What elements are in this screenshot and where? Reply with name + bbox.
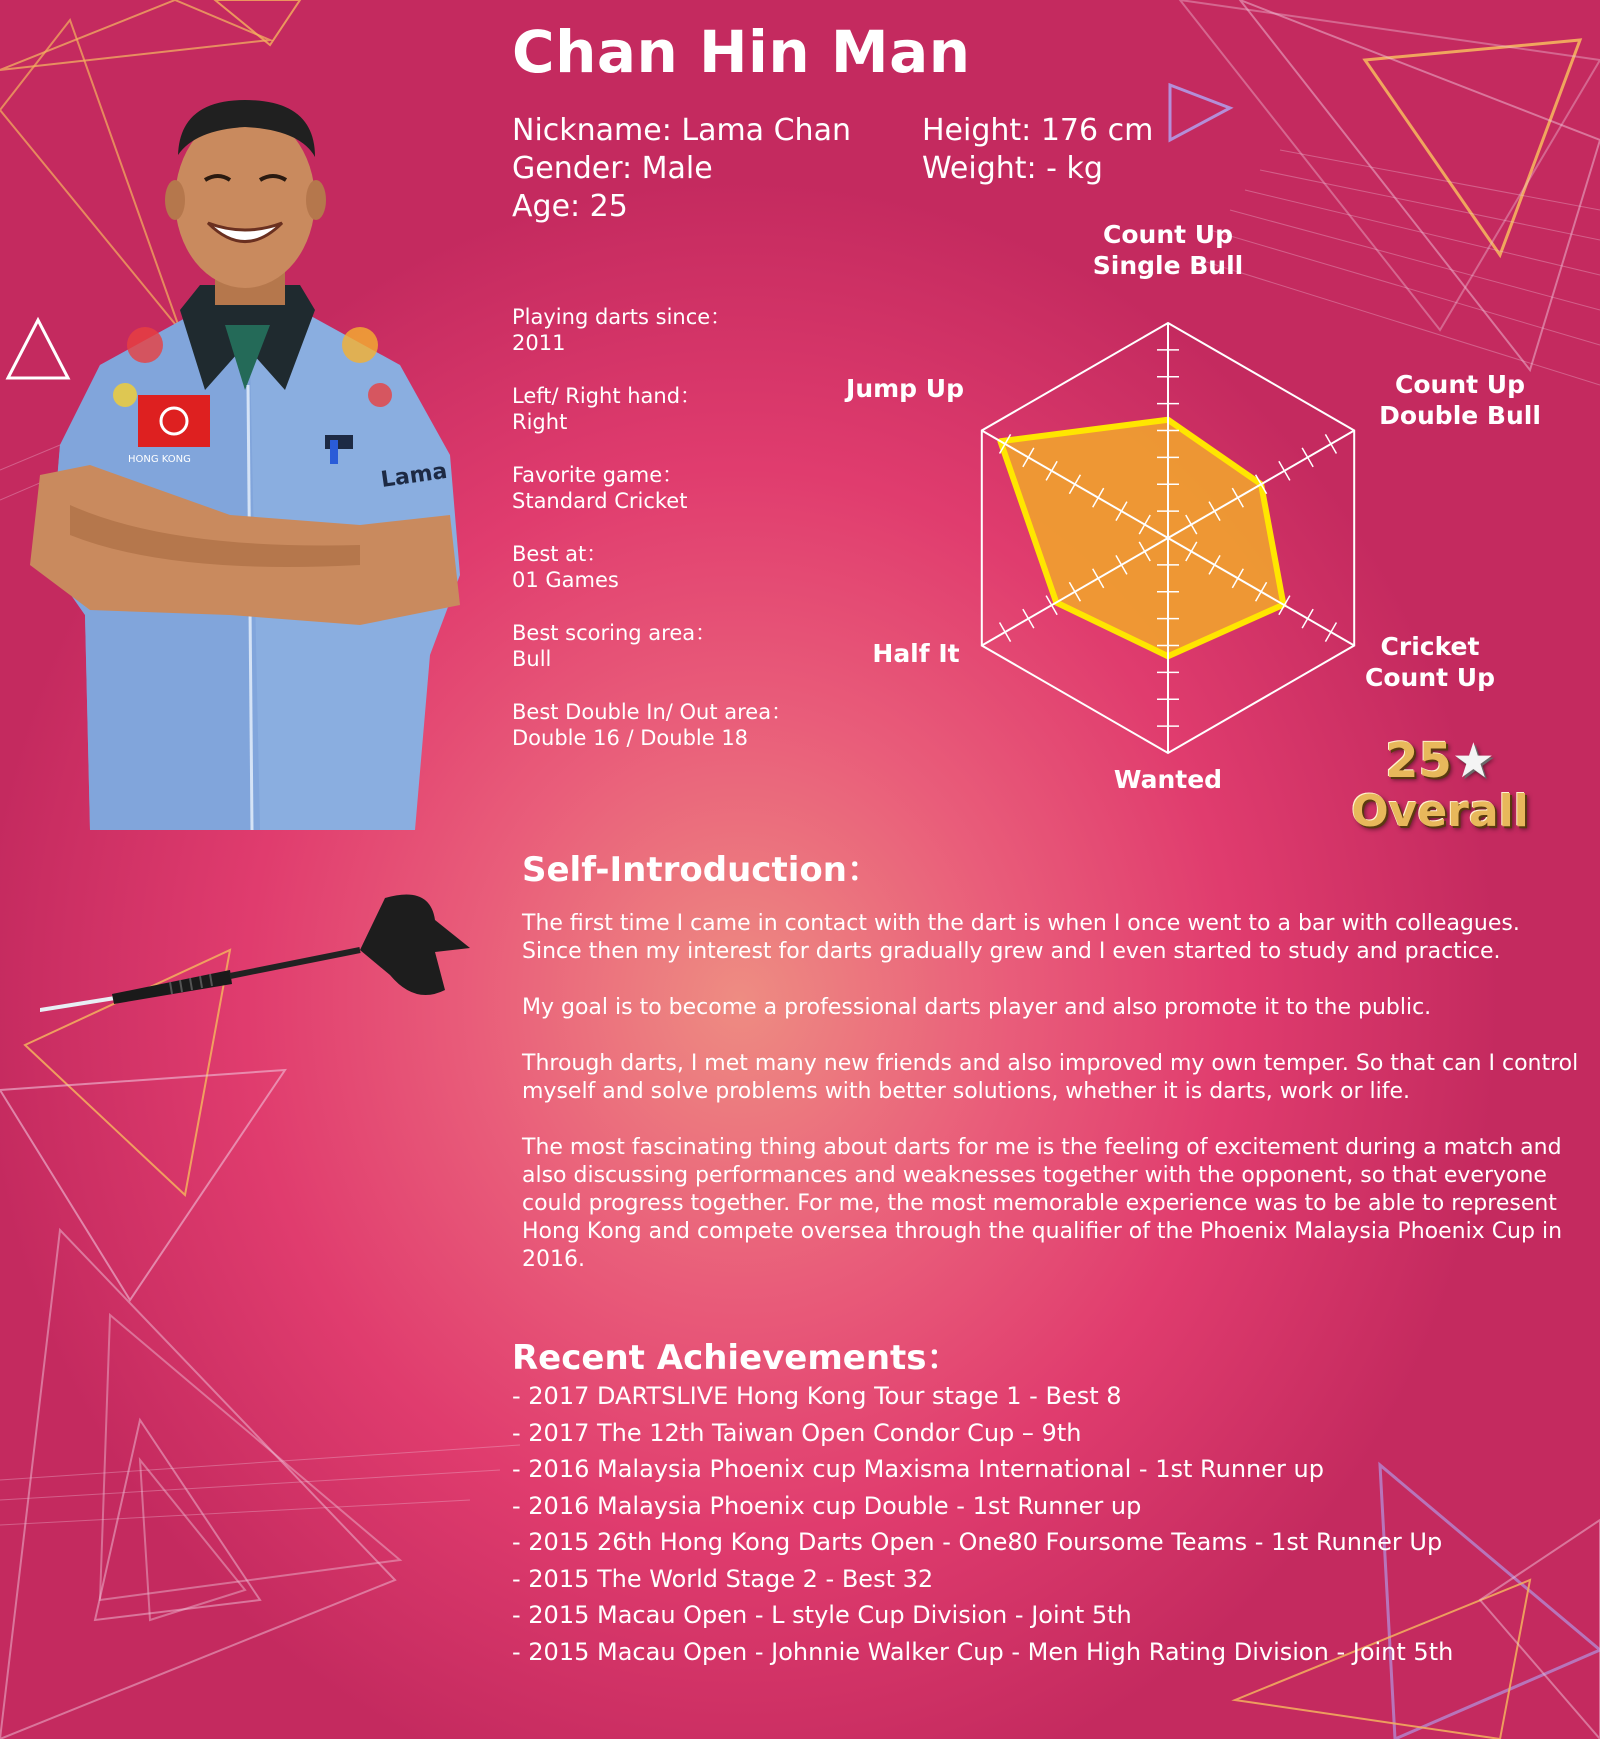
self-intro-paragraph: The most fascinating thing about darts for me is the feeling of excitement during a match and also discussing performances and weaknesses together with the opponent, so that everyone could progress together. For me, the most memorable experience was to be able to represent Hong Kong and compete oversea through the qualifier of the Phoenix Malaysia Phoenix Cup in 2016.	[522, 1135, 1563, 1272]
age: Age: 25	[512, 189, 628, 224]
radar-tick	[1302, 448, 1313, 467]
stat-label: Playing darts since：	[512, 305, 732, 329]
stat-value: 2011	[512, 331, 566, 355]
self-intro-paragraph: The first time I came in contact with the dart is when I once went to a bar with colleagues. Since then my interest for darts gradually grew and I even started to study and practice.	[522, 911, 1520, 964]
achievements-list	[512, 1378, 1453, 1670]
radar-tick	[1325, 623, 1336, 642]
stat-best-at	[512, 541, 842, 593]
overall-stars	[1350, 735, 1530, 787]
radar-tick	[1279, 461, 1290, 480]
player-photo	[30, 95, 490, 830]
gender: Gender: Male	[512, 151, 713, 186]
radar-axis-label: Jump Up	[846, 374, 964, 403]
radar-tick	[1325, 434, 1336, 453]
achievement-item: - 2015 Macau Open - Johnnie Walker Cup - Men High Rating Division - Joint 5th	[512, 1637, 1454, 1666]
basic-info-right	[922, 112, 1153, 188]
radar-tick	[1023, 609, 1034, 628]
self-intro-paragraph: My goal is to become a professional darts player and also promote it to the public.	[522, 995, 1432, 1020]
radar-axis-label: Count Up Single Bull	[1092, 220, 1244, 280]
radar-axis-label: Half It	[872, 639, 960, 668]
dart-barrel	[112, 970, 232, 1004]
shirt-print: Lama	[379, 458, 449, 493]
weight: Weight: - kg	[922, 151, 1103, 186]
achievement-item: - 2017 DARTSLIVE Hong Kong Tour stage 1 - Best 8	[512, 1382, 1122, 1410]
achievement-item: - 2015 26th Hong Kong Darts Open - One80 Foursome Teams - 1st Runner Up	[512, 1528, 1443, 1556]
stat-value: Right	[512, 410, 568, 434]
flag-text: HONG KONG	[128, 454, 191, 465]
radar-axis-label: Wanted	[1113, 765, 1223, 794]
radar-tick	[1302, 609, 1313, 628]
radar-tick	[1000, 623, 1011, 642]
achievement-item: - 2015 The World Stage 2 - Best 32	[512, 1564, 934, 1593]
radar-data-area	[1000, 420, 1283, 657]
stat-hand	[512, 383, 842, 435]
achievement-item: - 2016 Malaysia Phoenix cup Double - 1st Runner up	[512, 1491, 1142, 1520]
achievements-title: Recent Achievements：	[512, 1338, 961, 1378]
stat-label: Best scoring area：	[512, 621, 717, 645]
overall-star-count: 25	[1385, 733, 1452, 789]
achievement-item: - 2015 Macau Open - L style Cup Division - Joint 5th	[512, 1601, 1132, 1629]
stat-label: Best Double In/ Out area：	[512, 700, 793, 724]
stat-value: Double 16 / Double 18	[512, 726, 749, 750]
achievement-item: - 2016 Malaysia Phoenix cup Maxisma International - 1st Runner up	[512, 1455, 1324, 1483]
stat-value: Bull	[512, 647, 552, 671]
player-stats	[512, 304, 842, 778]
self-intro-text	[522, 910, 1582, 1302]
dart-flight	[360, 894, 470, 995]
stat-best-scoring-area	[512, 620, 842, 672]
stat-favorite-game	[512, 462, 842, 514]
nickname: Nickname: Lama Chan	[512, 113, 851, 148]
radar-axis-label: Cricket Count Up	[1365, 632, 1495, 692]
stat-label: Favorite game：	[512, 463, 684, 487]
height: Height: 176 cm	[922, 113, 1154, 148]
self-intro-title: Self-Introduction：	[522, 850, 881, 890]
star-icon: ★	[1451, 733, 1495, 789]
stat-value: 01 Games	[512, 568, 619, 592]
overall-rating	[1350, 735, 1530, 837]
dart-illustration	[40, 890, 480, 1020]
player-name: Chan Hin Man	[512, 18, 971, 86]
skill-radar-chart	[830, 220, 1550, 820]
radar-axis-label: Count Up Double Bull	[1379, 370, 1541, 430]
achievement-item: - 2017 The 12th Taiwan Open Condor Cup – 9th	[512, 1418, 1082, 1447]
stat-value: Standard Cricket	[512, 489, 688, 513]
stat-best-double	[512, 699, 842, 751]
stat-label: Left/ Right hand：	[512, 384, 702, 408]
overall-label: Overall	[1351, 786, 1529, 837]
basic-info-left	[512, 112, 851, 226]
self-intro-paragraph: Through darts, I met many new friends and also improved my own temper. So that can I control myself and solve problems with better solutions, whether it is darts, work or life.	[522, 1051, 1579, 1104]
stat-label: Best at：	[512, 542, 608, 566]
stat-playing-since	[512, 304, 842, 356]
